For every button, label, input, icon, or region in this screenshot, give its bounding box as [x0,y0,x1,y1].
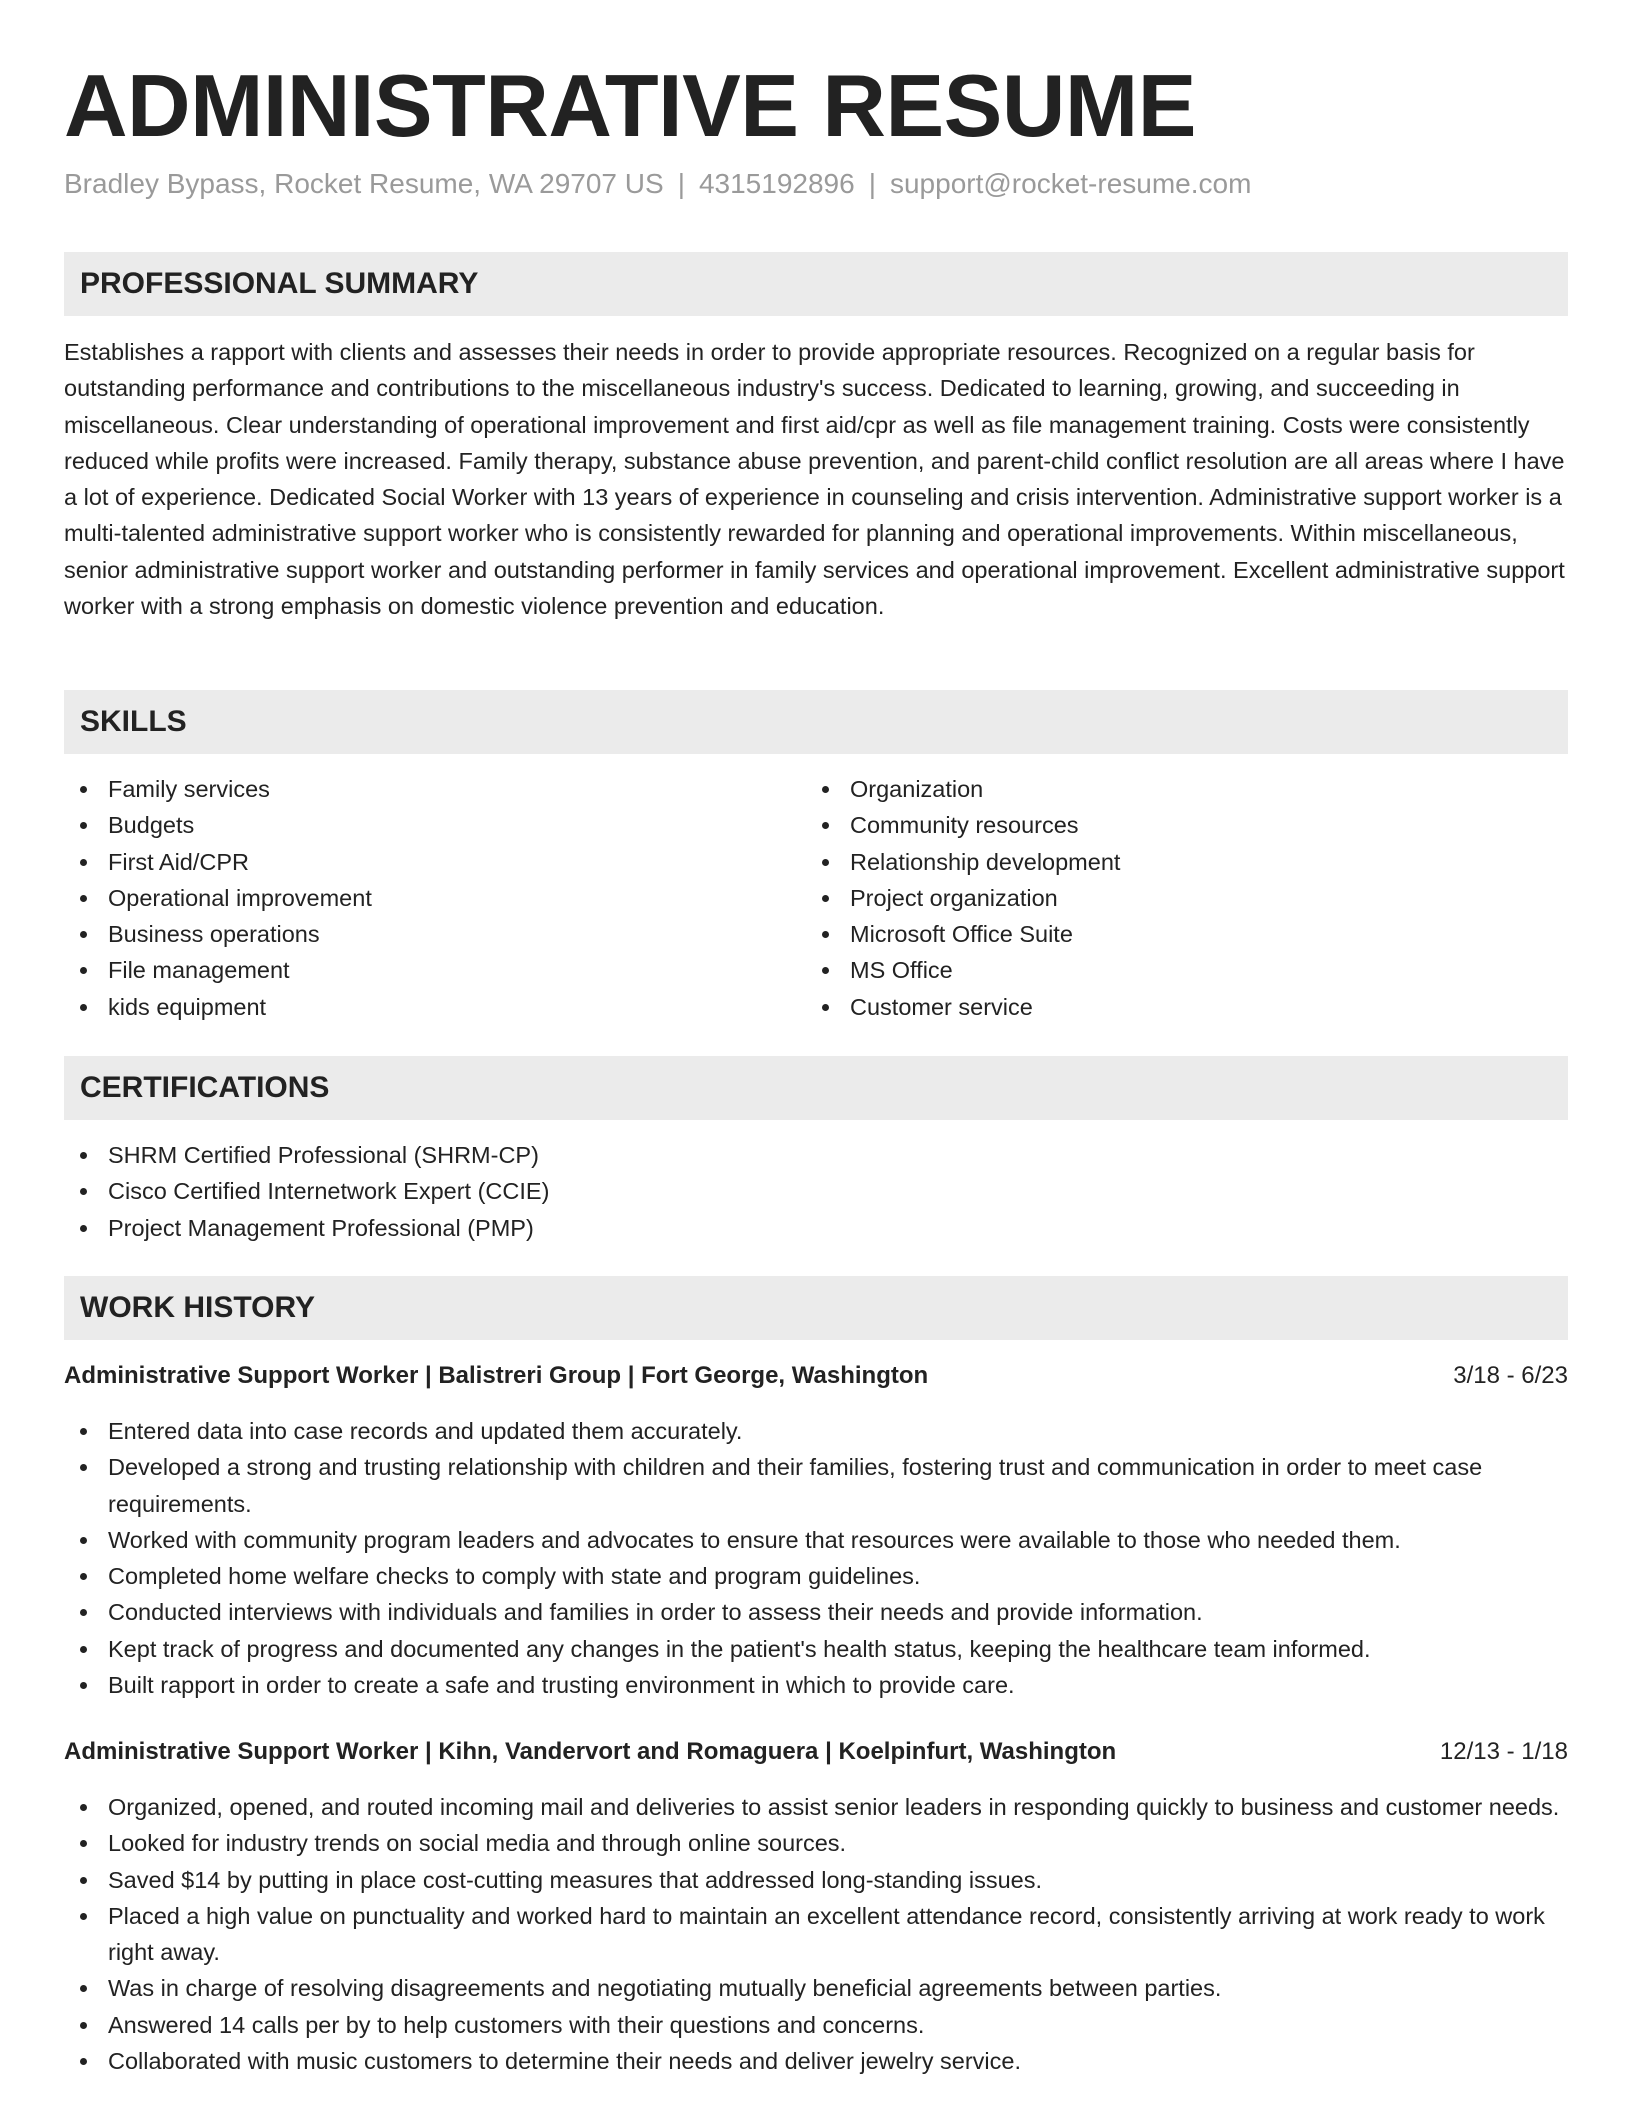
job-duty-item: Placed a high value on punctuality and worked hard to maintain an excellent attendance record, consistently arriving at work ready to work right away. [64,1898,1568,1971]
skill-item: Microsoft Office Suite [806,916,1566,952]
job-duty-item: Completed home welfare checks to comply with state and program guidelines. [64,1558,1568,1594]
resume-title: ADMINISTRATIVE RESUME [64,56,1196,155]
summary-heading: PROFESSIONAL SUMMARY [80,267,479,300]
job-duties-list [64,1413,1568,1703]
certifications-list [64,1137,1568,1246]
job-duty-item: Saved $14 by putting in place cost-cutting measures that addressed long-standing issues. [64,1862,1568,1898]
job-duty-item: Looked for industry trends on social media and through online sources. [64,1825,1568,1861]
job-duties-list [64,1789,1568,2079]
skill-item: MS Office [806,952,1566,988]
skills-heading: SKILLS [80,705,187,738]
job-duty-item: Kept track of progress and documented any changes in the patient's health status, keeping the healthcare team informed. [64,1631,1568,1667]
skill-item: File management [64,952,804,988]
certifications-section-header [64,1056,1568,1120]
job-duty-item: Developed a strong and trusting relationship with children and their families, fostering trust and communication in order to meet case requirements. [64,1449,1568,1522]
skill-item: kids equipment [64,989,804,1025]
summary-section-header [64,252,1568,316]
skill-item: First Aid/CPR [64,844,804,880]
skill-item: Operational improvement [64,880,804,916]
skill-item: Organization [806,771,1566,807]
job-duty-item: Worked with community program leaders and advocates to ensure that resources were available to those who needed them. [64,1522,1568,1558]
work-history-heading: WORK HISTORY [80,1291,316,1324]
job-header [64,1734,1568,1770]
skill-item: Project organization [806,880,1566,916]
contact-separator: | [677,168,685,199]
job-duty-item: Entered data into case records and updated them accurately. [64,1413,1568,1449]
job-duty-item: Organized, opened, and routed incoming mail and deliveries to assist senior leaders in responding quickly to business and customer needs. [64,1789,1568,1825]
skill-item: Community resources [806,807,1566,843]
skills-list-left [64,771,804,1025]
job-duty-item: Collaborated with music customers to determine their needs and deliver jewelry service. [64,2043,1568,2079]
job-dates: 12/13 - 1/18 [1439,1738,1568,1765]
work-history-section-header [64,1276,1568,1340]
skill-item: Relationship development [806,844,1566,880]
job-header [64,1358,1568,1394]
job-duty-item: Answered 14 calls per by to help customers with their questions and concerns. [64,2007,1568,2043]
job-duty-item: Conducted interviews with individuals and families in order to assess their needs and provide information. [64,1594,1568,1630]
job-title: Administrative Support Worker | Balistreri Group | Fort George, Washington [64,1362,929,1389]
skill-item: Business operations [64,916,804,952]
skill-item: Customer service [806,989,1566,1025]
contact-separator: | [868,168,876,199]
job-title: Administrative Support Worker | Kihn, Vandervort and Romaguera | Koelpinfurt, Washington [64,1738,1117,1765]
skill-item: Family services [64,771,804,807]
contact-email: support@rocket-resume.com [889,168,1252,199]
certification-item: Cisco Certified Internetwork Expert (CCIE) [64,1173,1568,1209]
job-duty-item: Was in charge of resolving disagreements and negotiating mutually beneficial agreements between parties. [64,1970,1568,2006]
skill-item: Budgets [64,807,804,843]
job-duty-item: Built rapport in order to create a safe and trusting environment in which to provide care. [64,1667,1568,1703]
skills-section-header [64,690,1568,754]
job-dates: 3/18 - 6/23 [1453,1362,1568,1389]
contact-line [64,164,1251,204]
certifications-heading: CERTIFICATIONS [80,1071,330,1104]
contact-address: Bradley Bypass, Rocket Resume, WA 29707 US [64,168,664,199]
skills-list-right [806,771,1566,1025]
certification-item: Project Management Professional (PMP) [64,1210,1568,1246]
certification-item: SHRM Certified Professional (SHRM-CP) [64,1137,1568,1173]
contact-phone: 4315192896 [698,168,855,199]
summary-text: Establishes a rapport with clients and assesses their needs in order to provide appropriate resources. Recognized on a regular basis for outstanding performance and contributions to the miscellaneous industry's success. Dedicated to learning, growing, and succeeding in miscellaneous. Clear understanding of operational improvement and first aid/cpr as well as file management training. Costs were consistently reduced while profits were increased. Family therapy, substance abuse prevention, and parent-child conflict resolution are all areas where I have a lot of experience. Dedicated Social Worker with 13 years of experience in counseling and crisis intervention. Administrative support worker is a multi-talented administrative support worker who is consistently rewarded for planning and operational improvements. Within miscellaneous, senior administrative support worker and outstanding performer in family services and operational improvement. Excellent administrative support worker with a strong emphasis on domestic violence prevention and education. [64,339,1565,620]
